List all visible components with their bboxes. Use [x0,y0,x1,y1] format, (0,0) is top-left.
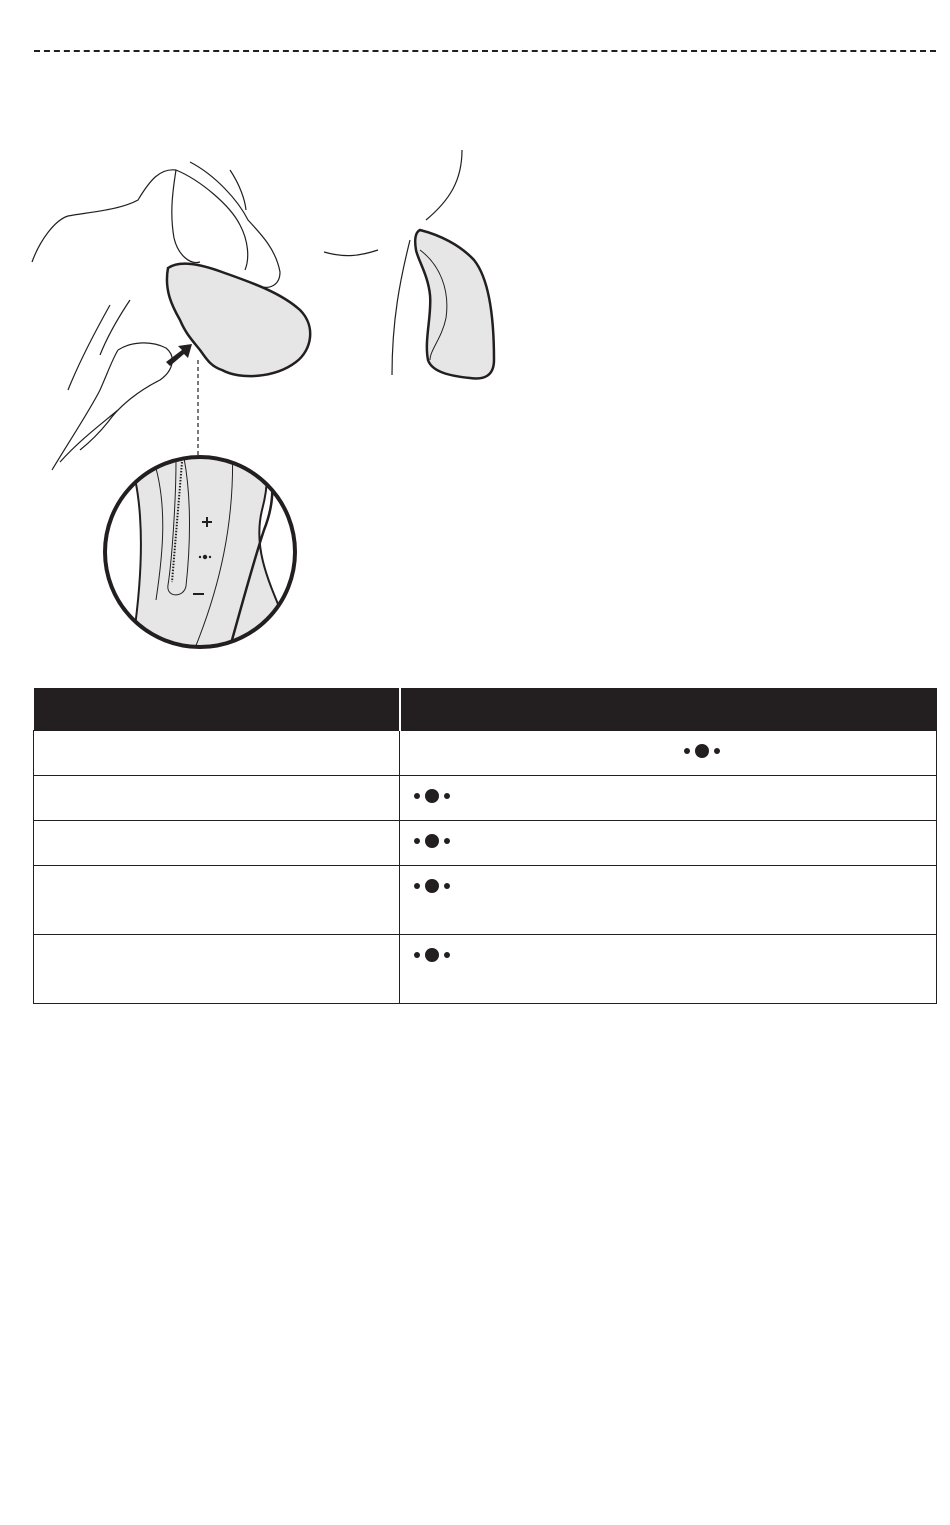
ear-cup-held [167,264,310,376]
multifunction-button-icon [412,786,452,806]
action-cell [34,731,400,776]
dashed-divider [34,50,936,52]
table-row [34,935,937,1004]
column-header-action [34,688,400,731]
result-cell [400,776,937,821]
multifunction-button-icon [412,876,452,896]
multifunction-button-icon [412,831,452,851]
multifunction-button-icon [412,945,452,965]
ear-cup-worn [415,230,494,378]
action-cell [34,776,400,821]
table-header-row [34,688,937,731]
action-cell [34,866,400,935]
result-cell [400,821,937,866]
table-row [34,776,937,821]
action-cell [34,935,400,1004]
column-header-result [400,688,937,731]
table-row [34,821,937,866]
multifunction-button-icon [682,741,722,761]
table-row [34,866,937,935]
headphone-controls-illustration [0,140,520,660]
result-cell [400,731,937,776]
arrow-icon [166,344,192,366]
result-cell [400,866,937,935]
table-row [34,731,937,776]
result-cell [400,935,937,1004]
function-table [33,688,937,1004]
action-cell [34,821,400,866]
